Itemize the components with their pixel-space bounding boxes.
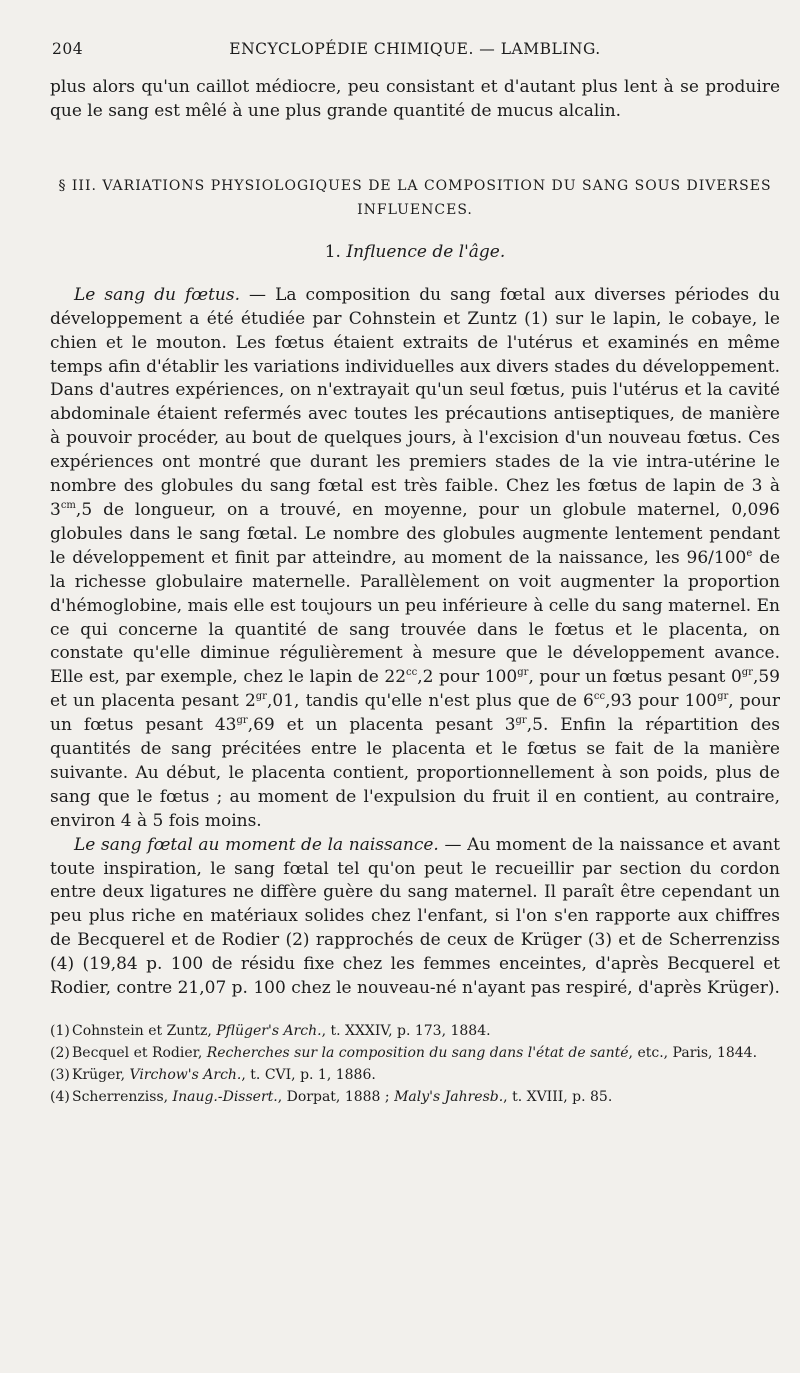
unit-superscript: gr [741, 667, 753, 679]
footnote-2 [50, 1043, 780, 1064]
unit-superscript: cc [593, 691, 606, 703]
footnote-text: , t. XXXIV, p. 173, 1884. [321, 1023, 491, 1039]
text-segment: — La composition du sang fœtal aux diverses périodes du développement a été étudiée par Cohnstein et Zuntz (1) sur le lapin, le cobaye, le chien et le mouton. Les fœtus étaient extraits de l'utérus et examinés en même temps afin d'établir les variations individuelles aux divers stades du développement. Dans d'autres expériences, on n'extrayait qu'un seul fœtus, puis l'utérus et la cavité abdominale étaient refermés avec toutes les précautions antiseptiques, de manière à pouvoir procéder, au bout de quelques jours, à l'excision d'un nouveau fœtus. Ces expériences ont montré que durant les premiers stades de la vie intra-utérine le nombre des globules du sang fœtal est très faible. Chez les fœtus de lapin de 3 à 3 [50, 284, 781, 520]
text-segment: ,01, tandis qu'elle n'est plus que de 6 [266, 691, 594, 712]
text-segment: ,59 et un placenta pesant 2 [50, 667, 780, 712]
subsection-heading [50, 242, 780, 262]
text-segment: ,69 et un placenta pesant 3 [247, 715, 516, 736]
footnote-4 [50, 1087, 780, 1108]
text-segment: ,5. Enfin la répartition des quantités de sang précitées entre le placenta et le fœtus se fait de la manière suivante. Au début, le placenta contient, proportionnellement à son poids, plus de sang que le fœtus ; au moment de l'expulsion du fruit il en contient, au contraire, environ 4 à 5 fois moins. [50, 715, 780, 831]
paragraph-fetal-blood [50, 284, 780, 834]
running-head [50, 40, 780, 66]
subsection-title: Influence de l'âge. [346, 241, 506, 262]
footnote-citation: Pflüger's Arch. [216, 1023, 322, 1039]
unit-superscript: cc [406, 667, 418, 679]
unit-superscript: gr [717, 691, 729, 703]
footnote-marker: (1) [50, 1023, 70, 1039]
paragraph-birth-blood [50, 834, 780, 1001]
footnotes [50, 1021, 780, 1108]
footnote-text: Cohnstein et Zuntz, [72, 1023, 217, 1039]
footnote-marker: (2) [50, 1045, 70, 1061]
text-segment: ,5 de longueur, on a trouvé, en moyenne, pour un globule maternel, 0,096 globules dans le sang fœtal. Le nombre des globules augmente lentement pendant le développement et finit par atteindre, au moment de la naissance, les 96/100 [50, 499, 780, 568]
unit-superscript: gr [236, 715, 248, 727]
paragraph-lead: Le sang du fœtus. [74, 284, 241, 305]
page [50, 40, 780, 1109]
footnote-citation: Maly's Jahresb. [394, 1089, 504, 1105]
unit-superscript: gr [515, 715, 527, 727]
unit-superscript: cm [60, 499, 76, 511]
running-title: ENCYCLOPÉDIE CHIMIQUE. — LAMBLING. [229, 40, 601, 58]
footnote-text: Scherrenziss, [72, 1089, 173, 1105]
footnote-citation: Inaug.-Dissert. [172, 1089, 278, 1105]
text-segment: de la richesse globulaire maternelle. Parallèlement on voit augmenter la proportion d'hémoglobine, mais elle est toujours un peu inférieure à celle du sang maternel. En ce qui concerne la quantité de sang trouvée dans le fœtus et le placenta, on constate qu'elle diminue régulièrement à mesure que le développement avance. Elle est, par exemple, chez le lapin de 22 [50, 547, 780, 688]
footnote-text: , t. CVI, p. 1, 1886. [241, 1067, 376, 1083]
section-heading: § III. VARIATIONS PHYSIOLOGIQUES DE LA COMPOSITION DU SANG SOUS DIVERSES INFLUENCES. [58, 177, 772, 218]
footnote-text: , t. XVIII, p. 85. [503, 1089, 613, 1105]
footnote-citation: Virchow's Arch. [129, 1067, 242, 1083]
footnote-text: , Dorpat, 1888 ; [277, 1089, 395, 1105]
footnote-text: , etc., Paris, 1844. [628, 1045, 758, 1061]
intro-paragraph: plus alors qu'un caillot médiocre, peu consistant et d'autant plus lent à se produire que le sang est mêlé à une plus grande quantité de mucus alcalin. [50, 77, 780, 121]
text-segment: ,93 pour 100 [605, 691, 718, 712]
footnote-citation: Recherches sur la composition du sang dans l'état de santé [206, 1045, 629, 1061]
unit-superscript: gr [255, 691, 267, 703]
footnote-1 [50, 1021, 780, 1042]
footnote-marker: (3) [50, 1067, 70, 1083]
unit-superscript: e [746, 547, 753, 559]
text-segment: , pour un fœtus pesant 43 [50, 691, 781, 736]
text-segment: ,2 pour 100 [417, 667, 518, 688]
unit-superscript: gr [517, 667, 529, 679]
text-segment: — Au moment de la naissance et avant toute inspiration, le sang fœtal tel qu'on peut le recueillir par section du cordon entre deux ligatures ne diffère guère du sang maternel. Il paraît être cependant un peu plus riche en matériaux solides chez l'enfant, si l'on s'en rapporte aux chiffres de Becquerel et de Rodier (2) rapprochés de ceux de Krüger (3) et de Scherrenziss (4) (19,84 p. 100 de résidu fixe chez les femmes enceintes, d'après Becquerel et Rodier, contre 21,07 p. 100 chez le nouveau-né n'ayant pas respiré, d'après Krüger). [50, 834, 781, 999]
footnote-text: Krüger, [72, 1067, 130, 1083]
footnote-text: Becquel et Rodier, [72, 1045, 207, 1061]
text-segment: , pour un fœtus pesant 0 [528, 667, 742, 688]
footnote-3 [50, 1065, 780, 1086]
page-number: 204 [52, 40, 84, 58]
footnote-marker: (4) [50, 1089, 70, 1105]
subsection-number: 1. [324, 241, 341, 262]
paragraph-lead: Le sang fœtal au moment de la naissance. [74, 834, 439, 855]
